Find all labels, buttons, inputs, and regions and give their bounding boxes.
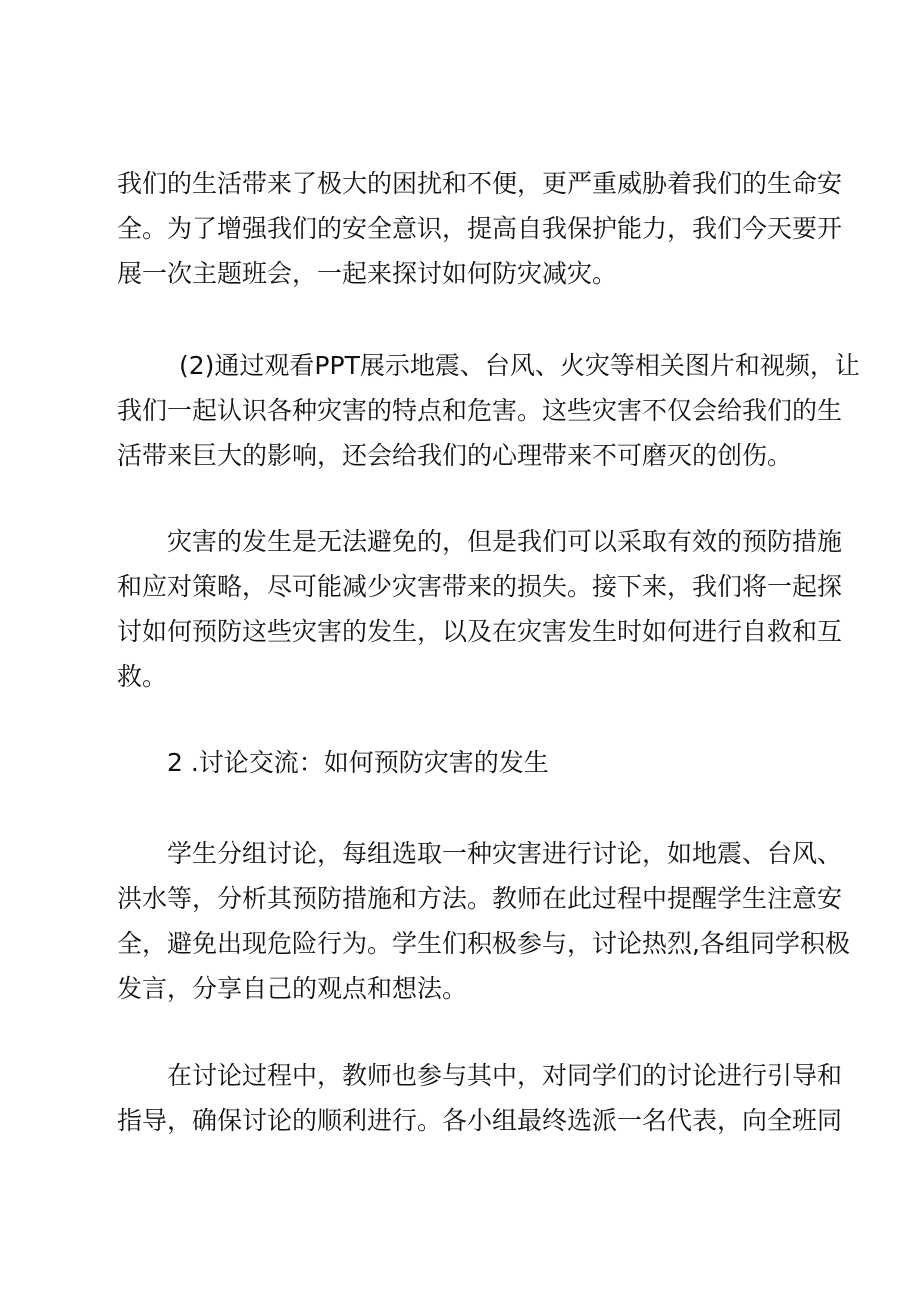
text-line: 灾害的发生是无法避免的，但是我们可以采取有效的预防措施: [167, 527, 843, 556]
text-line: 展一次主题班会，一起来探讨如何防灾减灾。: [117, 259, 618, 288]
paragraph-prevention: [117, 519, 843, 699]
paragraph-group-discussion: [117, 831, 850, 1011]
text-line: 活带来巨大的影响，还会给我们的心理带来不可磨灭的创伤。: [117, 441, 793, 470]
heading-line: 2 .讨论交流：如何预防灾害的发生: [167, 748, 549, 777]
text-line: 和应对策略，尽可能减少灾害带来的损失。接下来，我们将一起探: [117, 572, 843, 601]
text-line: 讨如何预防这些灾害的发生，以及在灾害发生时如何进行自救和互: [117, 617, 843, 646]
text-line: 发言，分享自己的观点和想法。: [117, 974, 468, 1003]
paragraph-ppt: [117, 343, 860, 478]
text-line: 救。: [117, 662, 168, 691]
section-heading: [117, 740, 807, 785]
paragraph-intro: [117, 161, 843, 296]
text-line: 我们的生活带来了极大的困扰和不便，更严重威胁着我们的生命安: [117, 169, 843, 198]
text-line: 在讨论过程中，教师也参与其中，对同学们的讨论进行引导和: [167, 1061, 843, 1090]
text-line: (2)通过观看PPT展示地震、台风、火灾等相关图片和视频，让: [179, 351, 860, 380]
text-line: 学生分组讨论，每组选取一种灾害进行讨论，如地震、台风、: [167, 839, 843, 868]
paragraph-teacher-guidance: [117, 1053, 843, 1143]
text-line: 全。为了增强我们的安全意识，提高自我保护能力，我们今天要开: [117, 214, 843, 243]
text-line: 洪水等，分析其预防措施和方法。教师在此过程中提醒学生注意安: [117, 884, 843, 913]
text-line: 全，避免出现危险行为。学生们积极参与，讨论热烈,各组同学积极: [117, 929, 850, 958]
text-line: 我们一起认识各种灾害的特点和危害。这些灾害不仅会给我们的生: [117, 396, 843, 425]
text-line: 指导，确保讨论的顺利进行。各小组最终选派一名代表，向全班同: [117, 1106, 843, 1135]
